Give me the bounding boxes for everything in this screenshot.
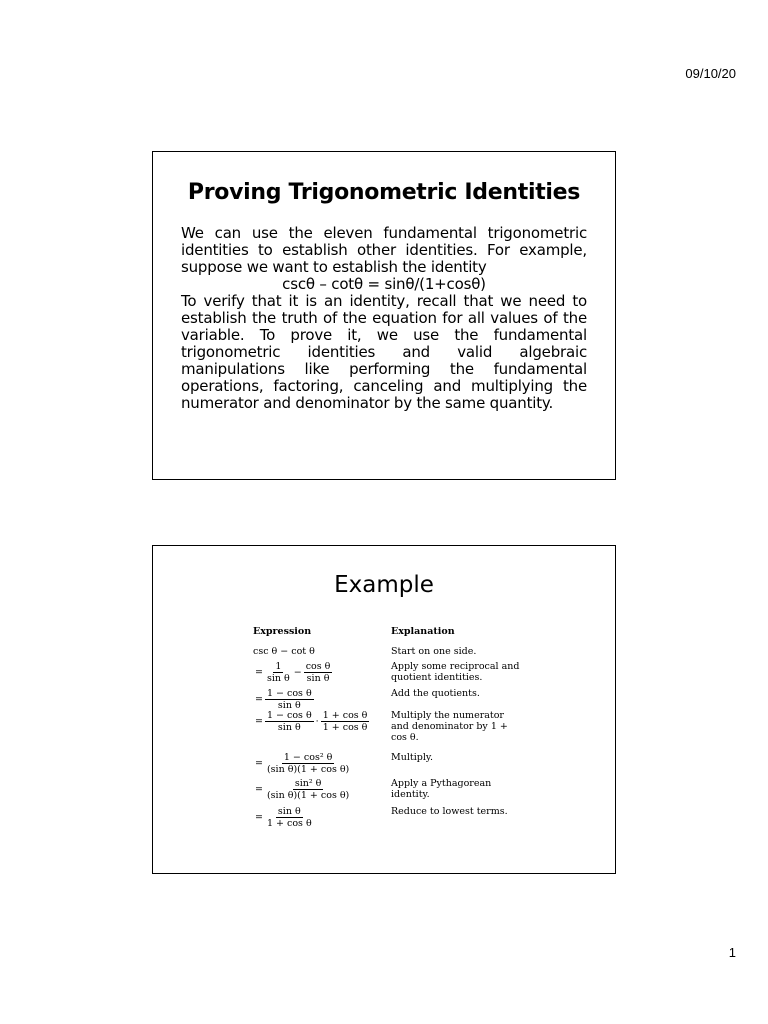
- explanation-paragraph: To verify that it is an identity, recall that we need to establish the truth of the equation for all values of the variable. To prove it, we use the fundamental trigonometric identities and valid algebraic manipulations like performing the fundamental operations, factoring, canceling and multiplying the numerator and denominator by the same quantity.: [181, 292, 587, 412]
- explanation-cell: Multiply the numerator and denominator by 1 + cos θ.: [391, 710, 508, 743]
- slide-proving-identities: [152, 151, 616, 480]
- expression-cell: csc θ − cot θ: [253, 646, 315, 657]
- numerator: cos θ: [305, 661, 331, 672]
- equals-sign: =: [255, 758, 263, 769]
- table-row: [253, 646, 523, 661]
- expression-cell: [253, 661, 391, 688]
- fraction: [265, 710, 314, 733]
- table-row: [253, 806, 523, 832]
- fraction: [265, 661, 292, 684]
- multiply-dot: ·: [315, 716, 319, 727]
- explanation-cell: Reduce to lowest terms.: [391, 806, 508, 817]
- explanation-cell: Multiply.: [391, 752, 433, 763]
- slide-title: Proving Trigonometric Identities: [187, 180, 581, 205]
- table-row: [253, 752, 523, 778]
- table-row: [253, 661, 523, 688]
- fraction: [321, 710, 370, 733]
- denominator: (sin θ)(1 + cos θ): [266, 764, 350, 775]
- numerator: 1 − cos θ: [266, 710, 312, 721]
- denominator: (sin θ)(1 + cos θ): [266, 790, 350, 801]
- explanation-cell: Add the quotients.: [391, 688, 480, 699]
- expression-header: Expression: [253, 626, 312, 637]
- page-date: 09/10/20: [685, 66, 736, 81]
- numerator: 1 − cos² θ: [283, 752, 333, 763]
- fraction: [265, 752, 351, 775]
- fraction: [304, 661, 333, 684]
- numerator: sin² θ: [294, 778, 322, 789]
- fraction: [265, 688, 314, 711]
- fraction: [265, 778, 351, 801]
- explanation-cell: Apply some reciprocal and quotient identities.: [391, 661, 520, 683]
- explanation-cell: Start on one side.: [391, 646, 477, 657]
- equals-sign: =: [255, 812, 263, 823]
- numerator: sin θ: [277, 806, 301, 817]
- expression-cell: [253, 688, 391, 710]
- table-row: [253, 778, 523, 806]
- table-row: [253, 710, 523, 752]
- explanation-cell: Apply a Pythagorean identity.: [391, 778, 492, 800]
- slide-body: [181, 225, 587, 412]
- minus-sign: −: [293, 667, 302, 678]
- expression-cell: [253, 778, 391, 806]
- numerator: 1: [275, 661, 282, 672]
- denominator: 1 + cos θ: [322, 722, 368, 733]
- table-header-row: [253, 626, 523, 646]
- example-table: [253, 626, 523, 832]
- fraction: [265, 806, 314, 829]
- equals-sign: =: [255, 784, 263, 795]
- denominator: sin θ: [277, 700, 301, 711]
- equals-sign: =: [255, 667, 263, 678]
- page-number: 1: [728, 945, 736, 960]
- denominator: 1 + cos θ: [266, 818, 312, 829]
- equals-sign: =: [255, 694, 263, 705]
- denominator: sin θ: [266, 673, 290, 684]
- equals-sign: =: [255, 716, 263, 727]
- table-row: [253, 688, 523, 710]
- expression-cell: [253, 806, 391, 832]
- expression-cell: [253, 710, 391, 752]
- expression-cell: [253, 752, 391, 778]
- denominator: sin θ: [306, 673, 330, 684]
- numerator: 1 + cos θ: [322, 710, 368, 721]
- explanation-header: Explanation: [391, 626, 455, 637]
- slide-title: Example: [334, 572, 434, 598]
- identity-formula: cscθ – cotθ = sinθ/(1+cosθ): [282, 275, 486, 293]
- numerator: 1 − cos θ: [266, 688, 312, 699]
- denominator: sin θ: [277, 722, 301, 733]
- intro-paragraph: We can use the eleven fundamental trigonometric identities to establish other identities. For example, suppose we want to establish the identity: [181, 224, 587, 276]
- slide-example: [152, 545, 616, 874]
